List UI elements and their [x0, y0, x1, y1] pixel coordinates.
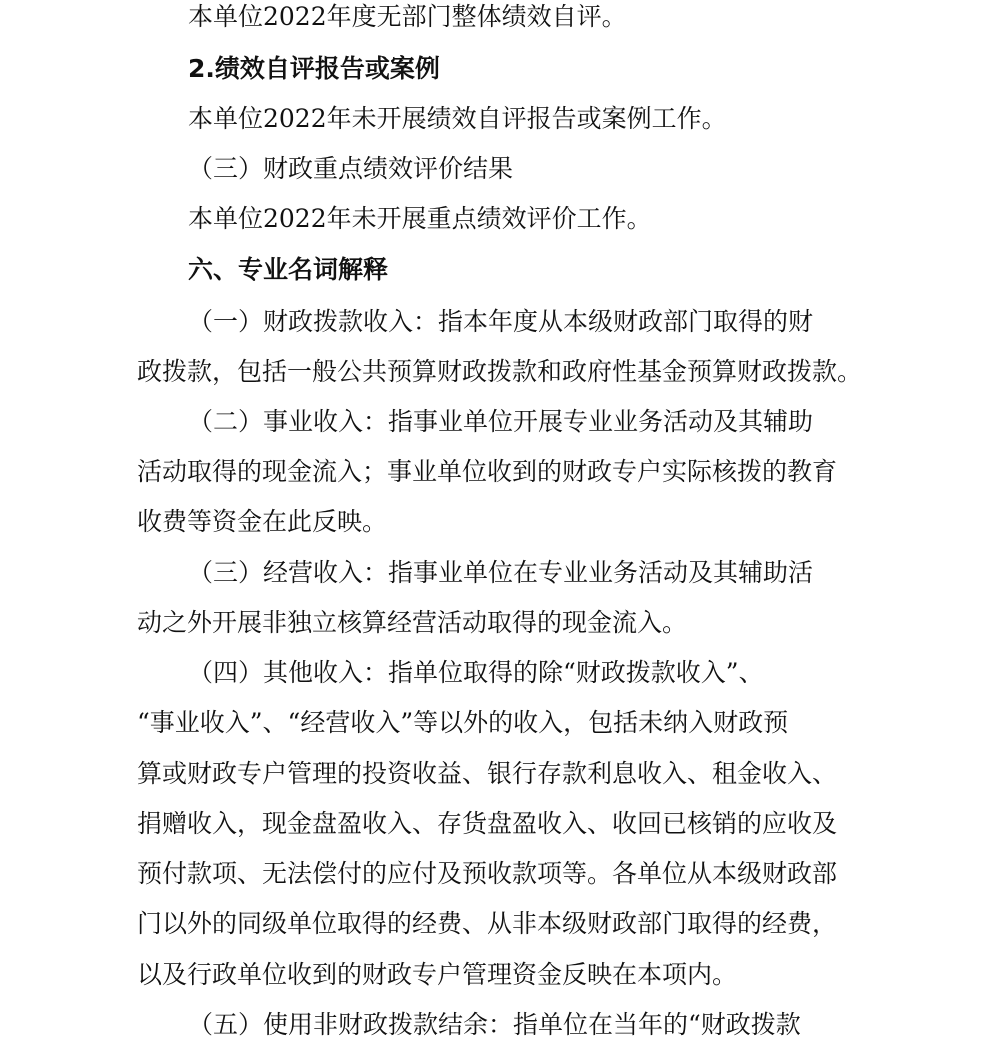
term-business-income-line-1 [188, 405, 813, 439]
term-other-income-text: 指单位取得的除“财政拨款收入”、 [388, 658, 764, 687]
term-non-fiscal-surplus-line-1 [188, 1008, 801, 1042]
term-other-income-line-6: 门以外的同级单位取得的经费、从非本级财政部门取得的经费， [137, 909, 838, 938]
term-other-income-line-5: 预付款项、无法偿付的应付及预收款项等。各单位从本级财政部 [137, 859, 838, 888]
term-fiscal-appropriation-line-1 [188, 305, 813, 339]
term-other-income-line-7: 以及行政单位收到的财政专户管理资金反映在本项内。 [137, 960, 738, 989]
paragraph-report-or-case: 本单位2022年未开展绩效自评报告或案例工作。 [188, 104, 727, 133]
term-fiscal-appropriation-text: 指本年度从本级财政部门取得的财 [438, 307, 814, 336]
term-business-income-label: （二）事业收入： [188, 407, 389, 436]
term-other-income-line-3: 算或财政专户管理的投资收益、银行存款利息收入、租金收入、 [137, 759, 838, 788]
paragraph-self-evaluation: 本单位2022年度无部门整体绩效自评。 [188, 2, 627, 31]
term-operating-income-label: （三）经营收入： [188, 558, 389, 587]
term-other-income-label: （四）其他收入： [188, 658, 389, 687]
term-non-fiscal-surplus-label: （五）使用非财政拨款结余： [188, 1010, 514, 1039]
term-fiscal-appropriation-line-2: 政拨款，包括一般公共预算财政拨款和政府性基金预算财政拨款。 [137, 357, 863, 386]
term-other-income-line-1 [188, 656, 764, 690]
term-business-income-line-2: 活动取得的现金流入；事业单位收到的财政专户实际核拨的教育 [137, 457, 838, 486]
paragraph-key-evaluation: 本单位2022年未开展重点绩效评价工作。 [188, 204, 652, 233]
term-business-income-line-3: 收费等资金在此反映。 [137, 507, 388, 536]
term-operating-income-line-2: 动之外开展非独立核算经营活动取得的现金流入。 [137, 608, 688, 637]
term-fiscal-appropriation-label: （一）财政拨款收入： [188, 307, 439, 336]
term-business-income-text: 指事业单位开展专业业务活动及其辅助 [388, 407, 814, 436]
term-operating-income-line-1 [188, 556, 813, 590]
term-non-fiscal-surplus-text: 指单位在当年的“财政拨款 [513, 1010, 801, 1039]
term-other-income-line-2: “事业收入”、“经营收入”等以外的收入，包括未纳入财政预 [137, 708, 789, 737]
heading-terminology: 六、专业名词解释 [188, 255, 389, 284]
heading-key-evaluation-results: （三）财政重点绩效评价结果 [188, 154, 514, 183]
term-operating-income-text: 指事业单位在专业业务活动及其辅助活 [388, 558, 814, 587]
heading-report-or-case: 2.绩效自评报告或案例 [188, 54, 440, 83]
term-other-income-line-4: 捐赠收入，现金盘盈收入、存货盘盈收入、收回已核销的应收及 [137, 809, 838, 838]
